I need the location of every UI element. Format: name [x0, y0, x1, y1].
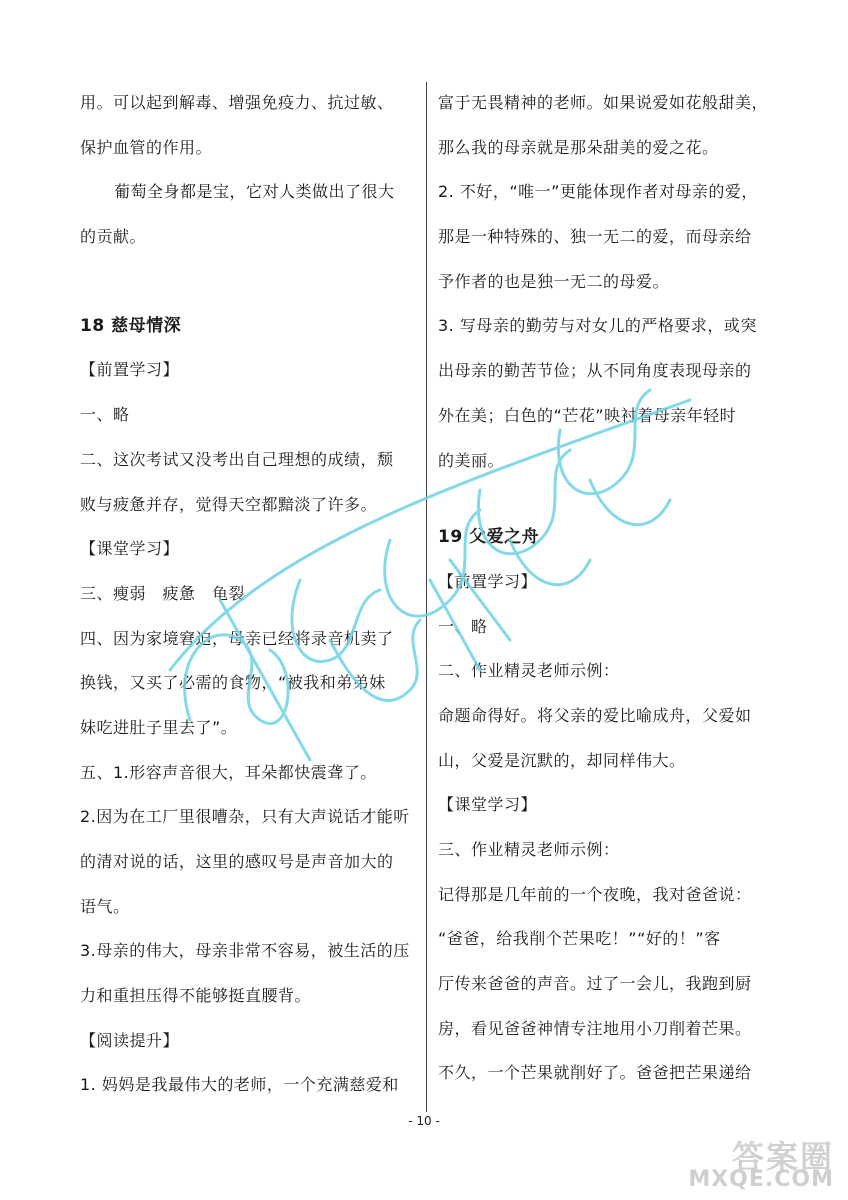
text-line: 一、略	[438, 616, 488, 636]
text-line: 一、略	[80, 405, 130, 425]
text-line: 三、作业精灵老师示例：	[438, 840, 620, 859]
text-line: 出母亲的勤苦节俭；从不同角度表现母亲的	[438, 361, 752, 381]
text-line: 2.因为在工厂里很嘈杂，只有大声说话才能听	[80, 807, 410, 827]
section-gap	[80, 271, 412, 315]
subsection-label: 【课堂学习】	[438, 795, 538, 815]
section-heading: 18 慈母情深	[80, 315, 182, 336]
subsection-label: 【课堂学习】	[80, 539, 180, 559]
text-line: 山，父爱是沉默的，却同样伟大。	[438, 750, 686, 770]
subsection-label: 【阅读提升】	[80, 1030, 180, 1050]
text-line: 的贡献。	[80, 227, 147, 247]
subsection-label: 【前置学习】	[80, 360, 180, 380]
section-gap	[438, 494, 772, 526]
text-line: 3. 写母亲的勤劳与对女儿的严格要求，或突	[438, 316, 757, 336]
text-line: 二、这次考试又没考出自己理想的成绩，颓	[80, 449, 394, 469]
right-column	[438, 92, 772, 1107]
text-line: 用。可以起到解毒、增强免疫力、抗过敏、	[80, 93, 394, 112]
text-line: 保护血管的作用。	[80, 137, 213, 157]
text-line: 1. 妈妈是我最伟大的老师，一个充满慈爱和	[80, 1075, 399, 1095]
corner-logo	[690, 1130, 840, 1194]
text-line: 四、因为家境窘迫，母亲已经将录音机卖了	[80, 628, 394, 648]
text-line: 予作者的也是独一无二的母爱。	[438, 271, 670, 291]
text-line: 妹吃进肚子里去了”。	[80, 717, 238, 737]
text-line: 那是一种特殊的、独一无二的爱，而母亲给	[438, 227, 752, 247]
subsection-label: 【前置学习】	[438, 571, 538, 591]
text-line: 的清对说的话，这里的感叹号是声音加大的	[80, 852, 394, 871]
text-line: 不久，一个芒果就削好了。爸爸把芒果递给	[438, 1063, 752, 1083]
text-line: 房，看见爸爸神情专注地用小刀削着芒果。	[438, 1018, 752, 1038]
logo-url: MXQE.COM	[688, 1167, 834, 1192]
text-line: 记得那是几年前的一个夜晚，我对爸爸说：	[438, 884, 752, 904]
text-line: 五、1.形容声音很大，耳朵都快震聋了。	[80, 762, 377, 782]
text-line: 3.母亲的伟大，母亲非常不容易，被生活的压	[80, 941, 410, 961]
page-number: - 10 -	[408, 1114, 440, 1128]
text-line: 2. 不好，“唯一”更能体现作者对母亲的爱，	[438, 182, 758, 202]
text-line: 的美丽。	[438, 450, 505, 470]
text-line: “爸爸，给我削个芒果吃！”“好的！”客	[438, 929, 721, 949]
text-line: 那么我的母亲就是那朵甜美的爱之花。	[438, 137, 719, 157]
text-line: 厅传来爸爸的声音。过了一会儿，我跑到厨	[438, 974, 752, 994]
column-divider	[426, 82, 427, 1112]
text-line: 外在美；白色的“芒花”映衬着母亲年轻时	[438, 405, 737, 425]
text-line: 力和重担压得不能够挺直腰背。	[80, 986, 312, 1006]
text-line: 语气。	[80, 896, 130, 916]
text-line: 葡萄全身都是宝，它对人类做出了很大	[114, 182, 395, 202]
text-line: 富于无畏精神的老师。如果说爱如花般甜美，	[438, 93, 769, 112]
text-line: 三、瘦弱 疲惫 龟裂	[80, 583, 246, 603]
section-heading: 19 父爱之舟	[438, 527, 540, 548]
left-column	[80, 92, 412, 1119]
text-line: 换钱，又买了必需的食物，“被我和弟弟妹	[80, 673, 386, 693]
text-line: 命题命得好。将父亲的爱比喻成舟，父爱如	[438, 705, 752, 725]
text-line: 败与疲惫并存，觉得天空都黯淡了许多。	[80, 494, 378, 514]
logo-text: 答案圈	[731, 1138, 834, 1176]
text-line: 二、作业精灵老师示例：	[438, 661, 620, 681]
